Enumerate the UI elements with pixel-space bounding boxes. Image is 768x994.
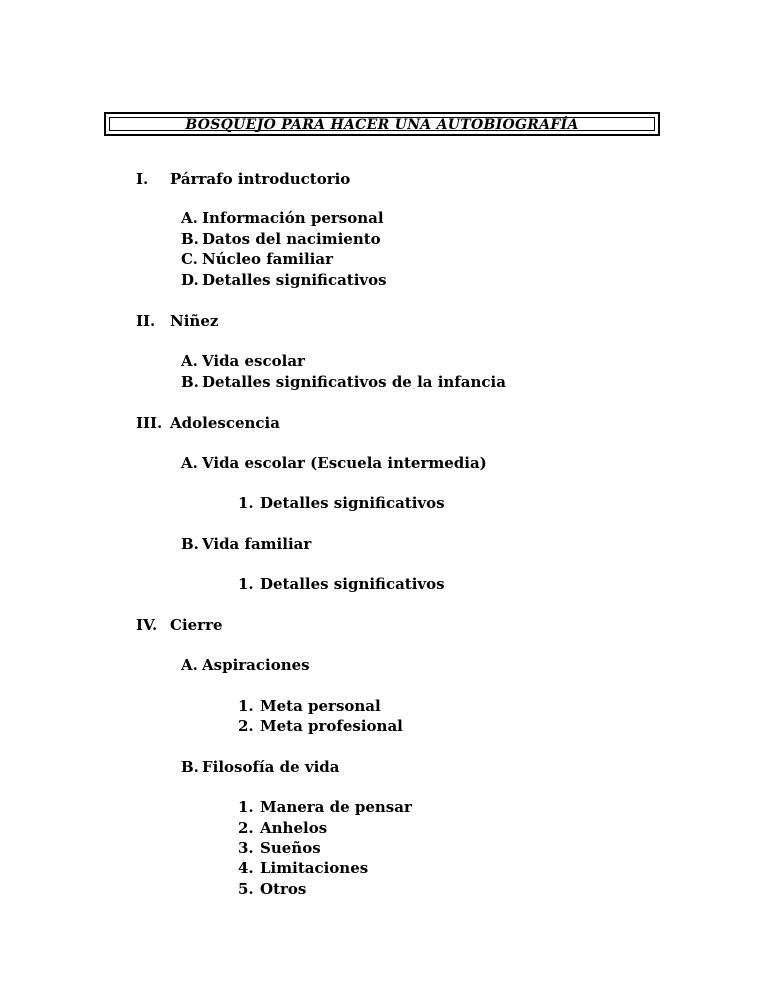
item-label: Núcleo familiar — [202, 250, 333, 268]
subitem-number: 2. — [238, 819, 254, 837]
subitem-number: 1. — [238, 798, 254, 816]
subitem-number: 1. — [238, 494, 254, 512]
subitem-number: 2. — [238, 717, 254, 735]
item-letter: B. — [181, 758, 199, 776]
subitem-label: Sueños — [260, 839, 321, 857]
item-letter: A. — [181, 454, 198, 472]
subitem-number: 3. — [238, 839, 254, 857]
section-label: Niñez — [170, 312, 219, 330]
item-letter: A. — [181, 656, 198, 674]
item-label: Vida escolar (Escuela intermedia) — [202, 454, 487, 472]
item-label: Información personal — [202, 209, 384, 227]
item-label: Aspiraciones — [202, 656, 310, 674]
section-number: I. — [136, 170, 149, 188]
item-letter: B. — [181, 373, 199, 391]
section-number: IV. — [136, 616, 158, 634]
subitem-number: 5. — [238, 880, 254, 898]
item-letter: B. — [181, 230, 199, 248]
subitem-label: Detalles significativos — [260, 494, 445, 512]
subitem-label: Anhelos — [260, 819, 328, 837]
section-number: III. — [136, 414, 163, 432]
item-label: Detalles significativos de la infancia — [202, 373, 506, 391]
item-label: Vida escolar — [202, 352, 305, 370]
subitem-number: 4. — [238, 859, 254, 877]
item-letter: C. — [181, 250, 198, 268]
section-label: Cierre — [170, 616, 223, 634]
section-number: II. — [136, 312, 156, 330]
subitem-label: Meta profesional — [260, 717, 403, 735]
subitem-label: Manera de pensar — [260, 798, 412, 816]
item-letter: D. — [181, 271, 199, 289]
title-box — [104, 112, 660, 136]
item-label: Datos del nacimiento — [202, 230, 381, 248]
item-letter: A. — [181, 352, 198, 370]
subitem-label: Limitaciones — [260, 859, 369, 877]
section-label: Adolescencia — [170, 414, 280, 432]
document-title: BOSQUEJO PARA HACER UNA AUTOBIOGRAFÍA — [185, 117, 579, 133]
subitem-label: Otros — [260, 880, 307, 898]
item-label: Filosofía de vida — [202, 758, 340, 776]
item-label: Detalles significativos — [202, 271, 387, 289]
item-label: Vida familiar — [202, 535, 312, 553]
item-letter: B. — [181, 535, 199, 553]
subitem-label: Meta personal — [260, 697, 381, 715]
subitem-number: 1. — [238, 575, 254, 593]
subitem-number: 1. — [238, 697, 254, 715]
item-letter: A. — [181, 209, 198, 227]
subitem-label: Detalles significativos — [260, 575, 445, 593]
section-label: Párrafo introductorio — [170, 170, 351, 188]
